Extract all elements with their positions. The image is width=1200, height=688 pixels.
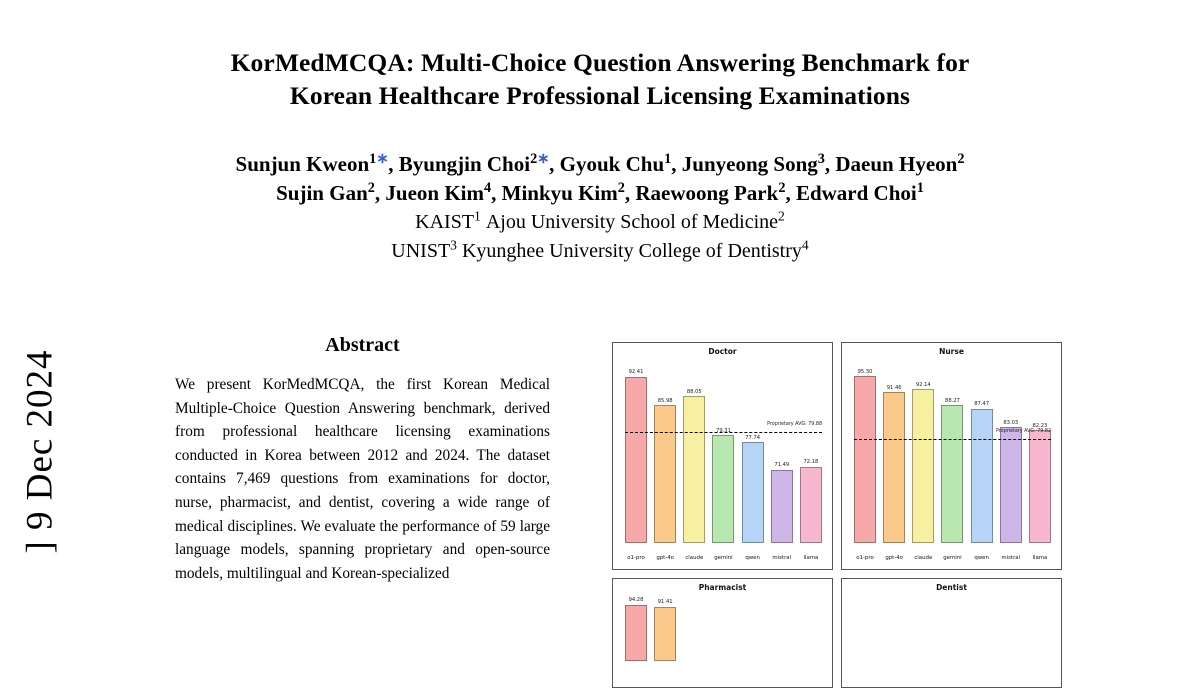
chart-bar-value: 82.23	[1032, 422, 1048, 429]
abstract-block	[175, 334, 550, 585]
chart-bar-value: 72.18	[803, 459, 819, 466]
affiliation-line-1	[150, 208, 1050, 237]
chart-bar-value: 92.41	[628, 369, 644, 376]
chart-bar	[800, 361, 822, 543]
chart-bar	[854, 597, 876, 661]
chart-row-bottom	[612, 578, 1062, 688]
authors-block	[150, 150, 1050, 266]
chart-bar	[941, 597, 963, 661]
figure-block	[612, 342, 1062, 688]
chart-bar	[1029, 597, 1051, 661]
chart-bar	[771, 597, 793, 661]
chart-average-label: Proprietary AVG: 79.88	[767, 421, 822, 427]
author-name: Byungjin Choi	[398, 152, 531, 176]
chart-x-tick: gemini	[943, 555, 962, 561]
chart-bar-value: 83.03	[1003, 419, 1019, 426]
chart-bar	[771, 361, 793, 543]
chart-plot-area	[625, 361, 822, 543]
affiliation-marker: 3	[450, 237, 457, 253]
author-name: Gyouk Chu	[559, 152, 665, 176]
chart-title: Doctor	[708, 347, 737, 356]
chart-bar	[654, 597, 676, 661]
chart-title: Nurse	[939, 347, 964, 356]
chart-bar-value: 85.98	[657, 397, 673, 404]
author-affiliation-marker: 1	[916, 180, 924, 196]
chart-pharmacist	[612, 578, 833, 688]
chart-bar-rect	[883, 392, 905, 543]
author-separator: ,	[374, 181, 386, 205]
chart-bar-rect	[971, 409, 993, 543]
chart-x-tick: o1-pro	[856, 555, 874, 561]
author-affiliation-marker: 2	[367, 180, 375, 196]
affiliation-marker: 4	[801, 237, 809, 253]
chart-bar	[912, 361, 934, 543]
chart-bar-value: 88.27	[945, 397, 960, 404]
chart-bar	[742, 597, 764, 661]
author-affiliation-marker: 1∗	[369, 151, 389, 167]
author-name: Minkyu Kim	[501, 181, 618, 205]
chart-x-tick: gemini	[714, 555, 733, 561]
chart-x-tick: mistral	[1001, 555, 1021, 561]
chart-bar-value: 95.30	[857, 368, 873, 375]
author-affiliation-marker: 2	[957, 151, 965, 167]
chart-x-tick: claude	[914, 555, 933, 561]
author-line-2	[150, 179, 1050, 208]
chart-x-tick: qwen	[974, 555, 989, 561]
chart-bar	[883, 597, 905, 661]
affiliation-name: UNIST	[391, 240, 451, 262]
author-name: Daeun Hyeon	[835, 152, 958, 176]
chart-bar-value: 77.74	[745, 434, 761, 441]
chart-bar	[625, 361, 647, 543]
chart-bar-rect	[912, 389, 934, 543]
chart-bar	[971, 361, 993, 543]
chart-bar	[712, 361, 734, 543]
abstract-heading: Abstract	[325, 334, 400, 356]
author-affiliation-marker: 2	[617, 180, 625, 196]
chart-bar	[683, 361, 705, 543]
chart-bar-rect	[742, 442, 764, 543]
chart-bar-rect	[771, 470, 793, 543]
title-line-2: Korean Healthcare Professional Licensing Examinations	[289, 81, 911, 110]
chart-bar-rect	[654, 607, 676, 661]
affiliation-marker: 2	[778, 208, 785, 224]
author-affiliation-marker: 3	[817, 151, 825, 167]
chart-bar	[883, 361, 905, 543]
chart-average-label: Proprietary AVG: 79.82	[996, 429, 1051, 435]
chart-bar-value: 91.41	[657, 599, 673, 606]
chart-bar	[1000, 361, 1022, 543]
author-separator: ,	[824, 152, 836, 176]
arxiv-stamp: ] 9 Dec 2024	[19, 349, 61, 554]
chart-bar	[1000, 597, 1022, 661]
chart-bar-value: 88.05	[686, 388, 702, 395]
chart-nurse	[841, 342, 1062, 570]
chart-row-top	[612, 342, 1062, 570]
chart-x-axis	[854, 555, 1051, 561]
author-name: Raewoong Park	[635, 181, 779, 205]
author-name: Edward Choi	[795, 181, 917, 205]
chart-x-tick: claude	[685, 555, 704, 561]
chart-x-tick: gpt-4o	[885, 555, 903, 561]
chart-bar-rect	[854, 376, 876, 543]
chart-bar-value: 87.47	[974, 401, 990, 408]
chart-dentist	[841, 578, 1062, 688]
author-name: Junyeong Song	[681, 152, 818, 176]
chart-title: Dentist	[936, 583, 967, 592]
chart-bar-rect	[800, 467, 822, 543]
author-separator: ,	[785, 181, 796, 205]
chart-average-line	[625, 432, 822, 433]
chart-bar	[941, 361, 963, 543]
author-separator: ,	[388, 152, 399, 176]
author-separator: ,	[624, 181, 636, 205]
chart-x-tick: llama	[1032, 555, 1048, 561]
title-line-1: KorMedMCQA: Multi-Choice Question Answering Benchmark for	[230, 48, 970, 77]
chart-x-tick: qwen	[745, 555, 760, 561]
affiliation-name: Ajou University School of Medicine	[485, 211, 779, 233]
chart-x-tick: mistral	[772, 555, 792, 561]
chart-bar-value: 71.49	[774, 462, 790, 469]
affiliation-marker: 1	[474, 208, 481, 224]
chart-bar-rect	[625, 605, 647, 662]
chart-bars	[625, 597, 822, 661]
author-separator: ,	[549, 152, 560, 176]
chart-bar-rect	[712, 435, 734, 543]
chart-x-tick: o1-pro	[627, 555, 645, 561]
chart-x-axis	[625, 555, 822, 561]
chart-bar-rect	[654, 405, 676, 543]
chart-bar	[625, 597, 647, 661]
chart-bar	[1029, 361, 1051, 543]
chart-bar	[971, 597, 993, 661]
affiliation-line-2	[150, 237, 1050, 266]
affiliation-name: Kyunghee University College of Dentistry	[461, 240, 802, 262]
page-title	[150, 46, 1050, 112]
author-name: Sunjun Kweon	[235, 152, 370, 176]
author-name: Sujin Gan	[276, 181, 368, 205]
chart-bars	[625, 361, 822, 543]
author-name: Jueon Kim	[385, 181, 484, 205]
chart-bar	[800, 597, 822, 661]
chart-bar-value: 79.31	[716, 427, 731, 434]
chart-bar-value: 94.28	[628, 597, 644, 603]
author-line-1	[150, 150, 1050, 179]
chart-bar-rect	[1029, 430, 1051, 543]
chart-doctor	[612, 342, 833, 570]
affiliation-name: KAIST	[415, 211, 475, 233]
chart-bar-rect	[683, 396, 705, 543]
chart-bar-value: 92.14	[915, 381, 931, 388]
chart-bar	[683, 597, 705, 661]
chart-bar	[912, 597, 934, 661]
author-affiliation-marker: 2	[778, 180, 786, 196]
chart-bar	[742, 361, 764, 543]
chart-bar-rect	[941, 405, 963, 543]
chart-bar	[854, 361, 876, 543]
chart-bars	[854, 361, 1051, 543]
author-affiliation-marker: 4	[484, 180, 492, 196]
abstract-text: We present KorMedMCQA, the first Korean Medical Multiple-Choice Question Answering benchmark, derived from professional healthcare licensing examinations conducted in Korea between 2012 and 2024. The dataset contains 7,469 questions from examinations for doctor, nurse, pharmacist, and dentist, covering a wide range of medical disciplines. We evaluate the performance of 59 large language models, spanning proprietary and open-source models, multilingual and Korean-specialized	[175, 376, 550, 582]
author-separator: ,	[491, 181, 502, 205]
chart-plot-area	[854, 361, 1051, 543]
chart-bar-rect	[1000, 427, 1022, 543]
chart-bar-value: 91.46	[886, 384, 902, 391]
chart-title: Pharmacist	[698, 583, 747, 592]
author-separator: ,	[671, 152, 682, 176]
author-affiliation-marker: 1	[664, 151, 672, 167]
chart-plot-area	[854, 597, 1051, 661]
chart-bar-rect	[625, 377, 647, 543]
chart-x-tick: gpt-4o	[656, 555, 674, 561]
author-affiliation-marker: 2∗	[530, 151, 550, 167]
chart-bars	[854, 597, 1051, 661]
chart-plot-area	[625, 597, 822, 661]
chart-bar	[712, 597, 734, 661]
chart-bar	[654, 361, 676, 543]
chart-average-line	[854, 439, 1051, 440]
chart-x-tick: llama	[803, 555, 819, 561]
